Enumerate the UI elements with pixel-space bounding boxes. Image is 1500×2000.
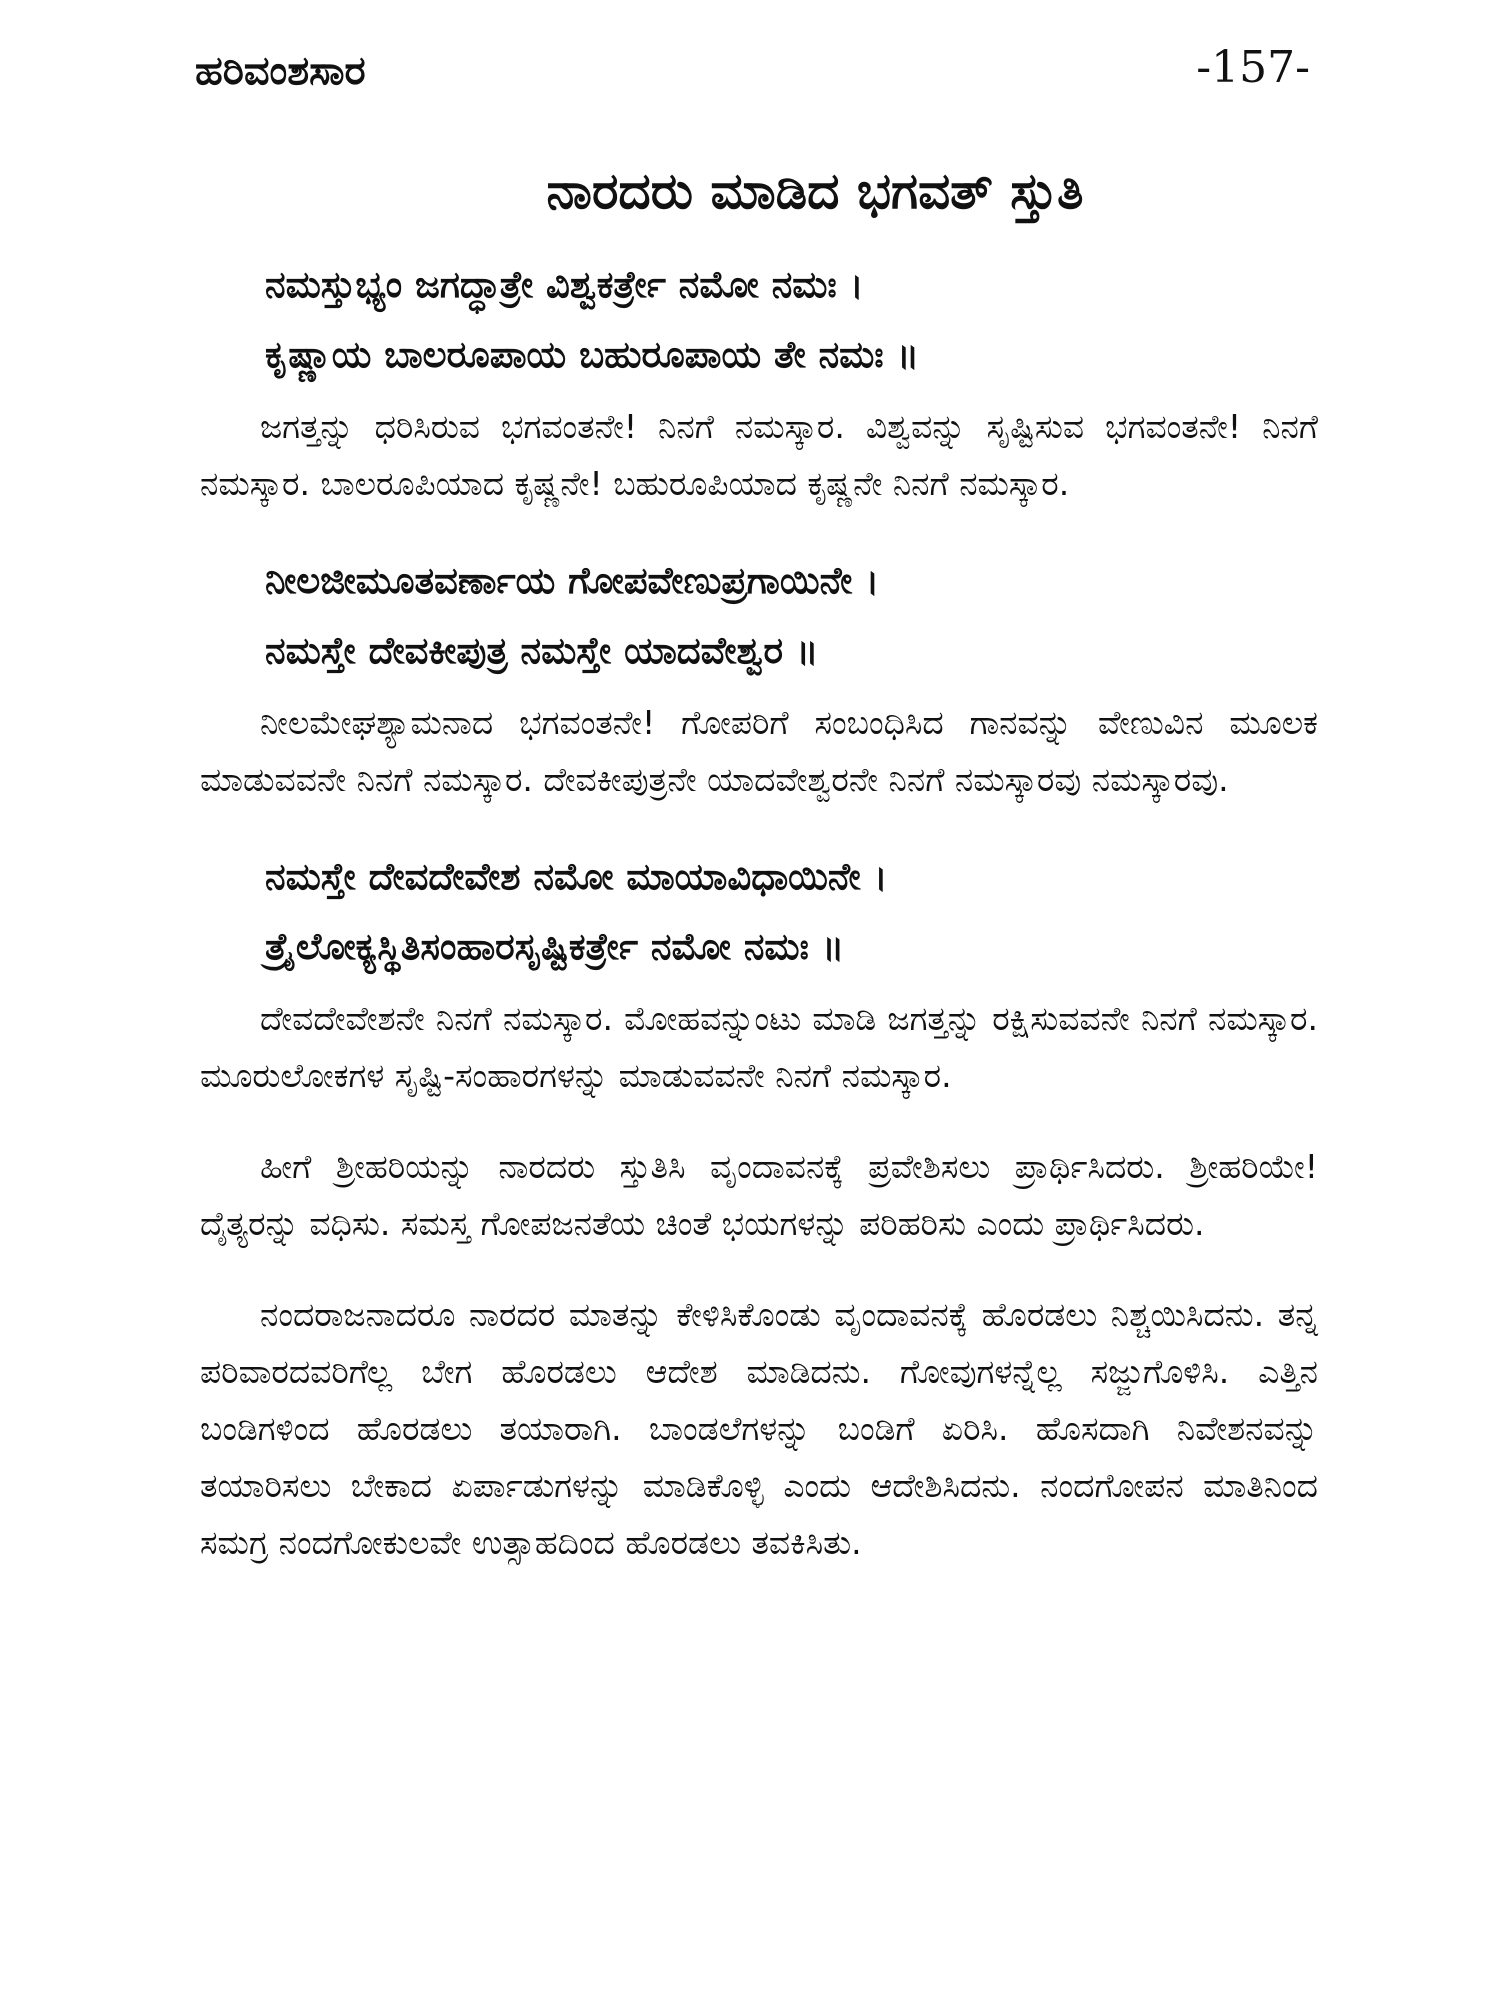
narrative-paragraph: ಹೀಗೆ ಶ್ರೀಹರಿಯನ್ನು ನಾರದರು ಸ್ತುತಿಸಿ ವೃಂದಾವನಕ್ಕೆ ಪ್ರವೇಶಿಸಲು ಪ್ರಾರ್ಥಿಸಿದರು. ಶ್ರೀಹರಿಯೇ! ದೈತ್ಯರನ್ನು ವಧಿಸು. ಸಮಸ್ತ ಗೋಪಜನತೆಯ ಚಿಂತೆ ಭಯಗಳನ್ನು ಪರಿಹರಿಸು ಎಂದು ಪ್ರಾರ್ಥಿಸಿದರು. <box>200 1147 1318 1243</box>
verse-line: ನೀಲಜೀಮೂತವರ್ಣಾಯ ಗೋಪವೇಣುಪ್ರಗಾಯಿನೇ । <box>265 559 880 602</box>
running-title: ಹರಿವಂಶಸಾರ <box>195 48 366 94</box>
verse-1 <box>265 250 1318 390</box>
page-content <box>200 250 1318 1571</box>
verse-1-meaning: ಜಗತ್ತನ್ನು ಧರಿಸಿರುವ ಭಗವಂತನೇ! ನಿನಗೆ ನಮಸ್ಕಾರ. ವಿಶ್ವವನ್ನು ಸೃಷ್ಟಿಸುವ ಭಗವಂತನೇ! ನಿನಗೆ ನಮಸ್ಕಾರ. ಬಾಲರೂಪಿಯಾದ ಕೃಷ್ಣನೇ! ಬಹುರೂಪಿಯಾದ ಕೃಷ್ಣನೇ ನಿನಗೆ ನಮಸ್ಕಾರ. <box>200 407 1318 503</box>
verse-2 <box>265 546 1318 686</box>
verse-line: ತ್ರೈಲೋಕ್ಯಸ್ಥಿತಿಸಂಹಾರಸೃಷ್ಟಿಕರ್ತ್ರೇ ನಮೋ ನಮಃ ॥ <box>265 925 845 968</box>
narrative-paragraph: ನಂದರಾಜನಾದರೂ ನಾರದರ ಮಾತನ್ನು ಕೇಳಿಸಿಕೊಂಡು ವೃಂದಾವನಕ್ಕೆ ಹೊರಡಲು ನಿಶ್ಚಯಿಸಿದನು. ತನ್ನ ಪರಿವಾರದವರಿಗೆಲ್ಲ ಬೇಗ ಹೊರಡಲು ಆದೇಶ ಮಾಡಿದನು. ಗೋವುಗಳನ್ನೆಲ್ಲ ಸಜ್ಜುಗೊಳಿಸಿ. ಎತ್ತಿನ ಬಂಡಿಗಳಿಂದ ಹೊರಡಲು ತಯಾರಾಗಿ. ಬಾಂಡಲೆಗಳನ್ನು ಬಂಡಿಗೆ ಏರಿಸಿ. ಹೊಸದಾಗಿ ನಿವೇಶನವನ್ನು ತಯಾರಿಸಲು ಬೇಕಾದ ಏರ್ಪಾಡುಗಳನ್ನು ಮಾಡಿಕೊಳ್ಳಿ ಎಂದು ಆದೇಶಿಸಿದನು. ನಂದಗೋಪನ ಮಾತಿನಿಂದ ಸಮಗ್ರ ನಂದಗೋಕುಲವೇ ಉತ್ಸಾಹದಿಂದ ಹೊರಡಲು ತವಕಿಸಿತು. <box>200 1295 1318 1562</box>
verse-line: ನಮಸ್ತುಭ್ಯಂ ಜಗದ್ಧಾತ್ರೇ ವಿಶ್ವಕರ್ತ್ರೇ ನಮೋ ನಮಃ । <box>265 263 864 306</box>
page-header <box>195 42 1310 102</box>
verse-2-meaning: ನೀಲಮೇಘಶ್ಯಾಮನಾದ ಭಗವಂತನೇ! ಗೋಪರಿಗೆ ಸಂಬಂಧಿಸಿದ ಗಾನವನ್ನು ವೇಣುವಿನ ಮೂಲಕ ಮಾಡುವವನೇ ನಿನಗೆ ನಮಸ್ಕಾರ. ದೇವಕೀಪುತ್ರನೇ ಯಾದವೇಶ್ವರನೇ ನಿನಗೆ ನಮಸ್ಕಾರವು ನಮಸ್ಕಾರವು. <box>200 703 1318 799</box>
verse-line: ಕೃಷ್ಣಾಯ ಬಾಲರೂಪಾಯ ಬಹುರೂಪಾಯ ತೇ ನಮಃ ॥ <box>265 333 920 376</box>
chapter-title: ನಾರದರು ಮಾಡಿದ ಭಗವತ್ ಸ್ತುತಿ <box>546 162 1084 220</box>
page-number: -157- <box>1196 42 1310 93</box>
verse-3 <box>265 842 1318 982</box>
verse-line: ನಮಸ್ತೇ ದೇವಕೀಪುತ್ರ ನಮಸ್ತೇ ಯಾದವೇಶ್ವರ ॥ <box>265 629 819 672</box>
verse-3-meaning: ದೇವದೇವೇಶನೇ ನಿನಗೆ ನಮಸ್ಕಾರ. ಮೋಹವನ್ನುಂಟು ಮಾಡಿ ಜಗತ್ತನ್ನು ರಕ್ಷಿಸುವವನೇ ನಿನಗೆ ನಮಸ್ಕಾರ. ಮೂರುಲೋಕಗಳ ಸೃಷ್ಟಿ-ಸಂಹಾರಗಳನ್ನು ಮಾಡುವವನೇ ನಿನಗೆ ನಮಸ್ಕಾರ. <box>200 999 1318 1095</box>
verse-line: ನಮಸ್ತೇ ದೇವದೇವೇಶ ನಮೋ ಮಾಯಾವಿಧಾಯಿನೇ । <box>265 855 888 898</box>
